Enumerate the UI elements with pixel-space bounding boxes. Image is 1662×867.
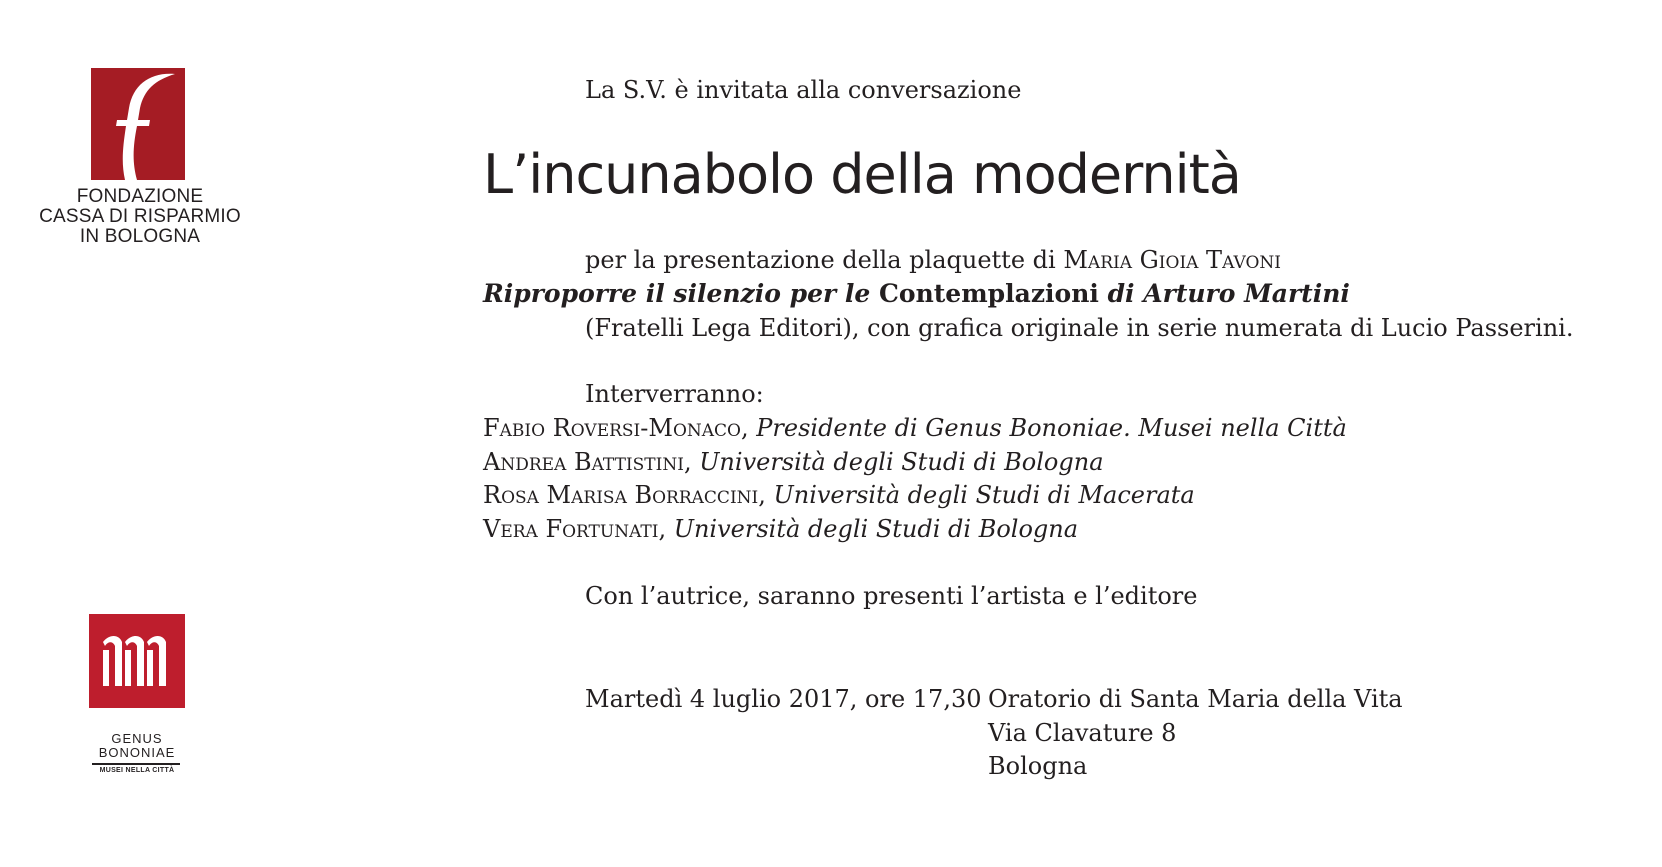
speaker-line: Rosa Marisa Borraccini, Università degli Studi di Macerata [483,481,1195,509]
venue-line: Oratorio di Santa Maria della Vita [988,685,1403,713]
speaker-name: Rosa Marisa Borraccini [483,481,759,509]
speaker-role: Presidente di Genus Bononiae. Musei nella Città [756,414,1347,442]
venue-line: Bologna [988,752,1088,780]
speaker-name: Vera Fortunati [483,515,659,543]
book-title-part: di Arturo Martini [1098,279,1350,308]
fondazione-logo-line: FONDAZIONE [76,186,204,207]
speaker-line: Vera Fortunati, Università degli Studi di Bologna [483,515,1079,543]
speakers-label: Interverranno: [585,380,764,408]
genus-logo-text [87,732,187,760]
presentation-line [585,246,1281,274]
speaker-line: Fabio Roversi-Monaco, Presidente di Genus Bononiae. Musei nella Città [483,414,1347,442]
genus-m-icon [89,614,185,708]
speaker-role: Università degli Studi di Bologna [673,515,1079,543]
genus-logo-divider [92,763,180,765]
fondazione-logo-text [20,187,260,247]
closing-line: Con l’autrice, saranno presenti l’artista e l’editore [585,582,1198,610]
fondazione-f-icon [91,68,185,180]
author-name: Maria Gioia Tavoni [1063,246,1282,274]
book-title-part: Contemplazioni [879,279,1099,308]
fondazione-logo-line: CASSA DI RISPARMIO [39,206,241,227]
speaker-line: Andrea Battistini, Università degli Studi di Bologna [483,448,1104,476]
venue-line: Via Clavature 8 [988,719,1177,747]
genus-logo-line: BONONIAE [98,745,176,760]
page-title: L’incunabolo della modernità [483,143,1241,206]
genus-logo-line: GENUS [111,731,163,746]
speaker-role: Università degli Studi di Bologna [699,448,1104,476]
speaker-name: Fabio Roversi-Monaco [483,414,741,442]
speaker-name: Andrea Battistini [483,448,684,476]
presentation-text: per la presentazione della plaquette di [585,246,1056,274]
fondazione-logo-line: IN BOLOGNA [79,226,201,247]
event-date: Martedì 4 luglio 2017, ore 17,30 [585,685,982,713]
book-title-part: Riproporre il silenzio per le [483,279,879,308]
book-title [483,279,1350,308]
speaker-role: Università degli Studi di Macerata [773,481,1195,509]
invite-intro: La S.V. è invitata alla conversazione [585,76,1022,104]
genus-logo-subtitle: MUSEI NELLA CITTÀ [99,767,175,774]
publisher-line: (Fratelli Lega Editori), con grafica originale in serie numerata di Lucio Passerini. [585,314,1574,342]
